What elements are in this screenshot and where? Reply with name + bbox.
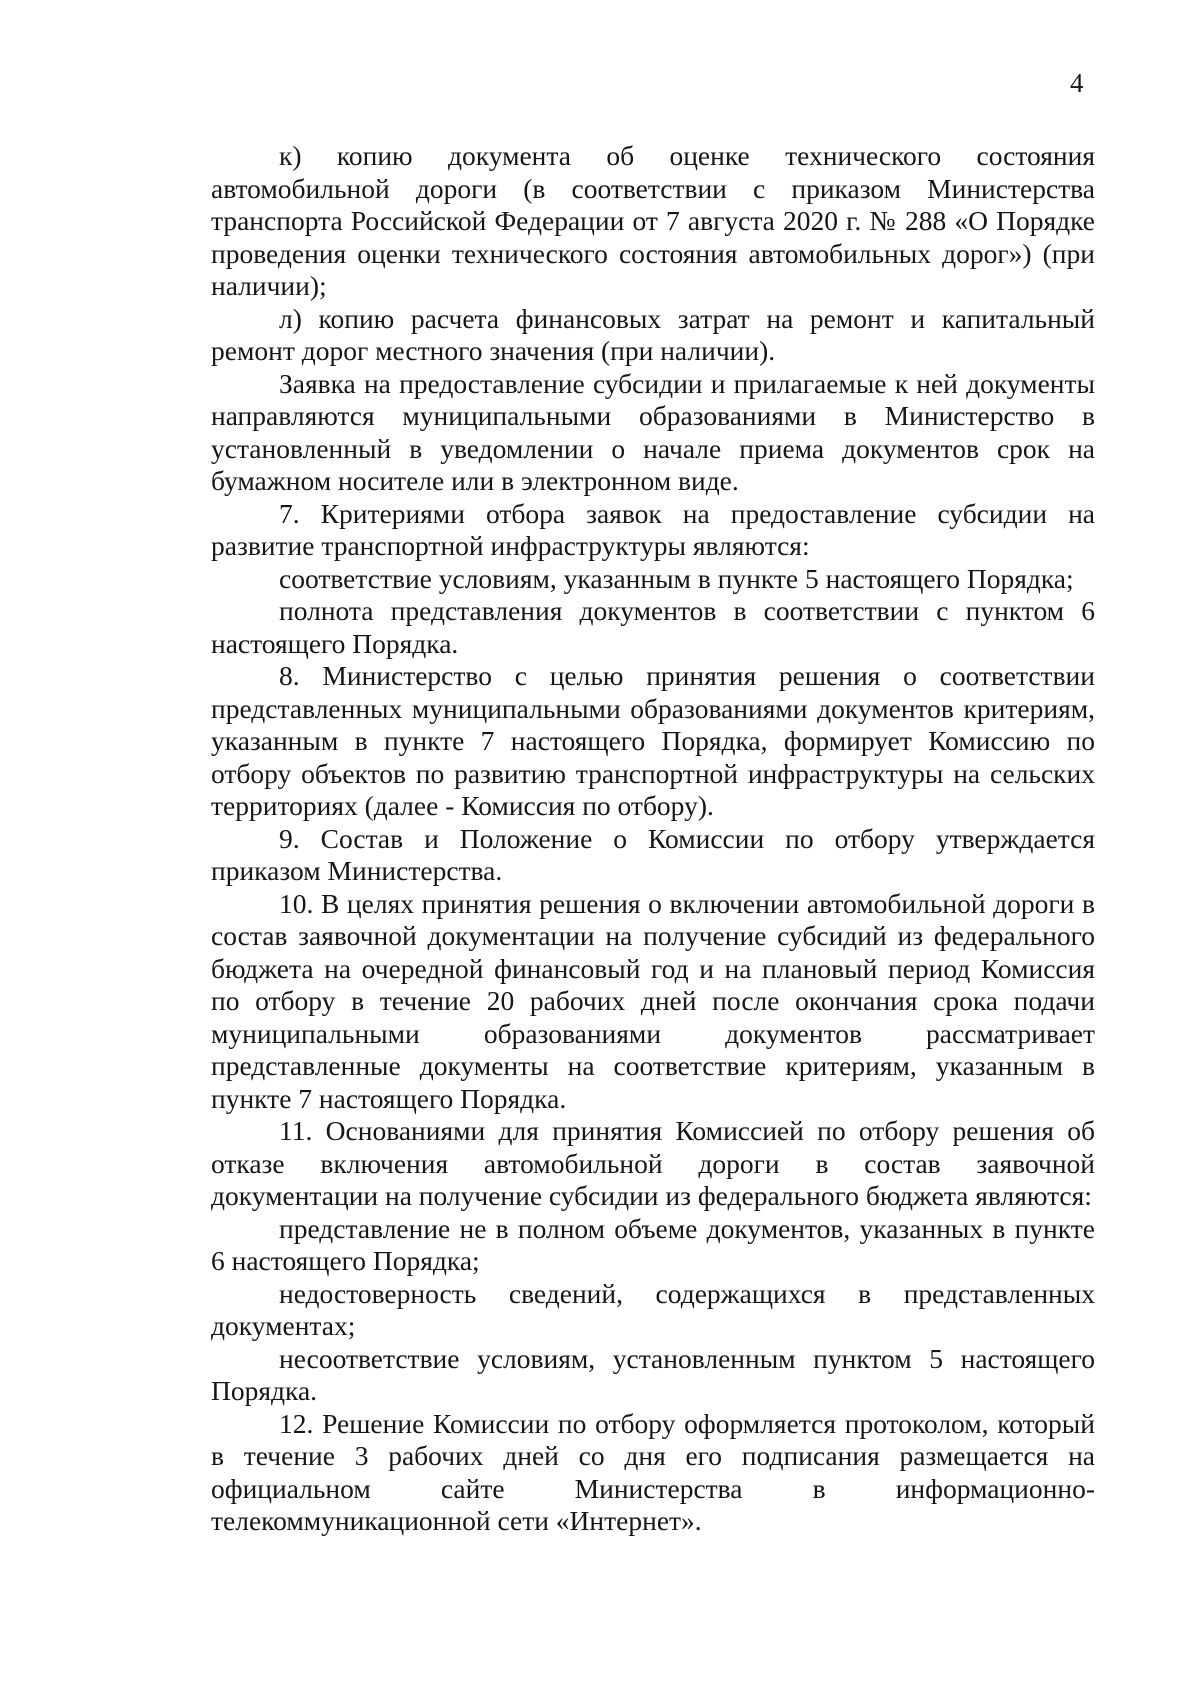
- paragraph-9: 9. Состав и Положение о Комиссии по отбору утверждается приказом Министерства.: [211, 822, 1095, 886]
- paragraph-7-criterion-2: полнота представления документов в соответствии с пунктом 6 настоящего Порядка.: [211, 595, 1095, 659]
- paragraph-l: л) копию расчета финансовых затрат на ремонт и капитальный ремонт дорог местного значения (при наличии).: [211, 302, 1095, 366]
- paragraph-k: к) копию документа об оценке технического состояния автомобильной дороги (в соответствии с приказом Министерства транспорта Российской Федерации от 7 августа 2020 г. № 288 «О Порядке проведения оценки технического состояния автомобильных дорог») (при наличии);: [211, 140, 1095, 301]
- paragraph-8: 8. Министерство с целью принятия решения о соответствии представленных муниципальными образованиями документов критериям, указанным в пункте 7 настоящего Порядка, формирует Комиссию по отбору объектов по развитию транспортной инфраструктуры на сельских территориях (далее - Комиссия по отбору).: [211, 660, 1095, 821]
- paragraph-7-criterion-1: соответствие условиям, указанным в пункте 5 настоящего Порядка;: [279, 562, 1074, 594]
- paragraph-application: Заявка на предоставление субсидии и прилагаемые к ней документы направляются муниципальными образованиями в Министерство в установленный в уведомлении о начале приема документов срок на бумажном носителе или в электронном виде.: [211, 367, 1095, 496]
- paragraph-11-ground-3: несоответствие условиям, установленным пунктом 5 настоящего Порядка.: [211, 1342, 1095, 1406]
- paragraph-11-ground-1: представление не в полном объеме документов, указанных в пункте 6 настоящего Порядка;: [211, 1212, 1095, 1276]
- document-body: [211, 140, 1095, 1538]
- page-number: 4: [1070, 68, 1084, 98]
- paragraph-11-ground-2: недостоверность сведений, содержащихся в представленных документах;: [211, 1277, 1095, 1341]
- paragraph-7: 7. Критериями отбора заявок на предоставление субсидии на развитие транспортной инфраструктуры являются:: [211, 497, 1095, 561]
- paragraph-12: 12. Решение Комиссии по отбору оформляется протоколом, который в течение 3 рабочих дней со дня его подписания размещается на официальном сайте Министерства в информационно-телекоммуникационной сети «Интернет».: [211, 1407, 1095, 1536]
- paragraph-10: 10. В целях принятия решения о включении автомобильной дороги в состав заявочной документации на получение субсидий из федерального бюджета на очередной финансовый год и на плановый период Комиссия по отбору в течение 20 рабочих дней после окончания срока подачи муниципальными образованиями документов рассматривает представленные документы на соответствие критериям, указанным в пункте 7 настоящего Порядка.: [211, 887, 1095, 1114]
- paragraph-11: 11. Основаниями для принятия Комиссией по отбору решения об отказе включения автомобильной дороги в состав заявочной документации на получение субсидии из федерального бюджета являются:: [211, 1115, 1095, 1211]
